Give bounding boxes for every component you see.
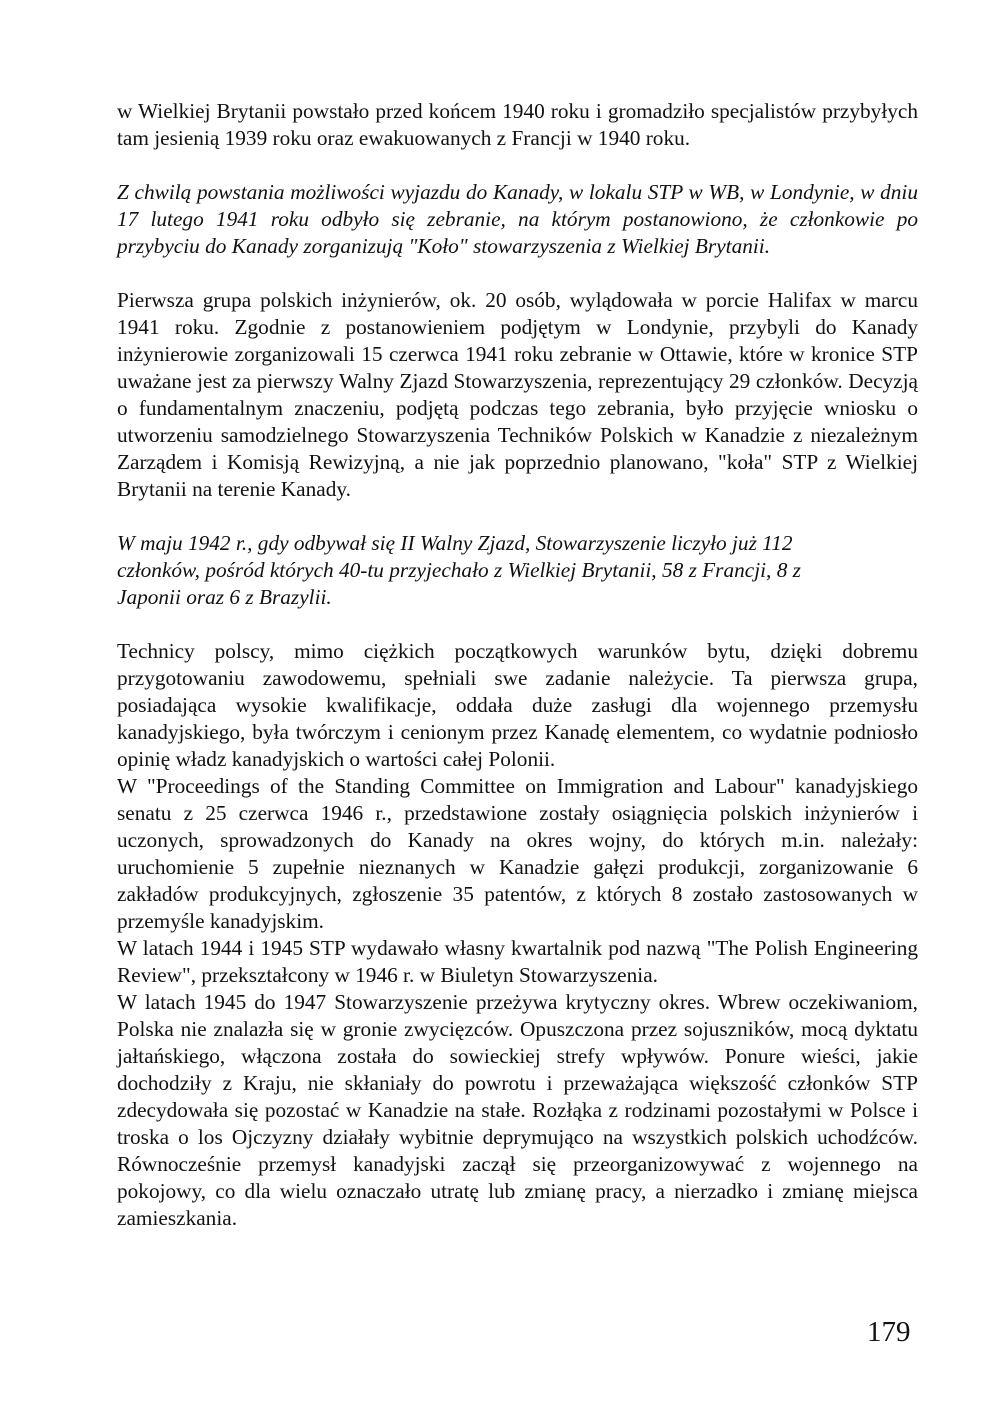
page-number: 179 — [867, 1316, 911, 1348]
paragraph-second-congress: W maju 1942 r., gdy odbywał się II Walny Zjazd, Stowarzyszenie liczyło już 112 członków, pośród których 40-tu przyjechało z Wielkiej Brytanii, 58 z Francji, 8 z Japonii oraz 6 z Brazylii. — [117, 531, 801, 609]
paragraph-first-group: Pierwsza grupa polskich inżynierów, ok. 20 osób, wylądowała w porcie Halifax w marcu 1941 roku. Zgodnie z postanowieniem podjętym w Londynie, przybyli do Kanady inżynierowie zorganizowali 15 czerwca 1941 roku zebranie w Ottawie, które w kronice STP uważane jest za pierwszy Walny Zjazd Stowarzyszenia, reprezentujący 29 członków. Decyzją o fundamentalnym znaczeniu, podjętą podczas tego zebrania, było przyjęcie wniosku o utworzeniu samodzielnego Stowarzyszenia Techników Polskich w Kanadzie z niezależnym Zarządem i Komisją Rewizyjną, a nie jak poprzednio planowano, "koła" STP z Wielkiej Brytanii na terenie Kanady. — [117, 288, 918, 501]
paragraph-quarterly: W latach 1944 i 1945 STP wydawało własny kwartalnik pod nazwą "The Polish Engineering Review", przekształcony w 1946 r. w Biuletyn Stowarzyszenia. — [117, 936, 918, 987]
paragraph-proceedings: W "Proceedings of the Standing Committee on Immigration and Labour" kanadyjskiego senatu z 25 czerwca 1946 r., przedstawione zostały osiągnięcia polskich inżynierów i uczonych, sprowadzonych do Kanady na okres wojny, do których m.in. należały: uruchomienie 5 zupełnie nieznanych w Kanadzie gałęzi produkcji, zorganizowanie 6 zakładów produkcyjnych, zgłoszenie 35 patentów, z których 8 zostało zastosowanych w przemyśle kanadyjskim. — [117, 774, 918, 933]
paragraph-critical-period: W latach 1945 do 1947 Stowarzyszenie przeżywa krytyczny okres. Wbrew oczekiwaniom, Polska nie znalazła się w gronie zwycięzców. Opuszczona przez sojuszników, mocą dyktatu jałtańskiego, włączona została do sowieckiej strefy wpływów. Ponure wieści, jakie dochodziły z Kraju, nie skłaniały do powrotu i przeważająca większość członków STP zdecydowała się pozostać w Kanadzie na stałe. Rozłąka z rodzinami pozostałymi w Polsce i troska o los Ojczyzny działały wybitnie deprymująco na wszystkich polskich uchodźców. Równocześnie przemysł kanadyjski zaczął się przeorganizowywać z wojennego na pokojowy, co dla wielu oznaczało utratę lub zmianę pracy, a nierzadko i zmianę miejsca zamieszkania. — [117, 990, 918, 1230]
page-body — [117, 98, 918, 1232]
paragraph-intro-continuation: w Wielkiej Brytanii powstało przed końcem 1940 roku i gromadziło specjalistów przybyłych tam jesienią 1939 roku oraz ewakuowanych z Francji w 1940 roku. — [117, 99, 918, 150]
paragraph-technicians: Technicy polscy, mimo ciężkich początkowych warunków bytu, dzięki dobremu przygotowaniu zawodowemu, spełniali swe zadanie należycie. Ta pierwsza grupa, posiadająca wysokie kwalifikacje, oddała duże zasługi dla wojennego przemysłu kanadyjskiego, była twórczym i cenionym przez Kanadę elementem, co wydatnie podniosło opinię władz kanadyjskich o wartości całej Polonii. — [117, 639, 918, 771]
paragraph-london-meeting: Z chwilą powstania możliwości wyjazdu do Kanady, w lokalu STP w WB, w Londynie, w dniu 17 lutego 1941 roku odbyło się zebranie, na którym postanowiono, że członkowie po przybyciu do Kanady zorganizują "Koło" stowarzyszenia z Wielkiej Brytanii. — [117, 180, 918, 258]
